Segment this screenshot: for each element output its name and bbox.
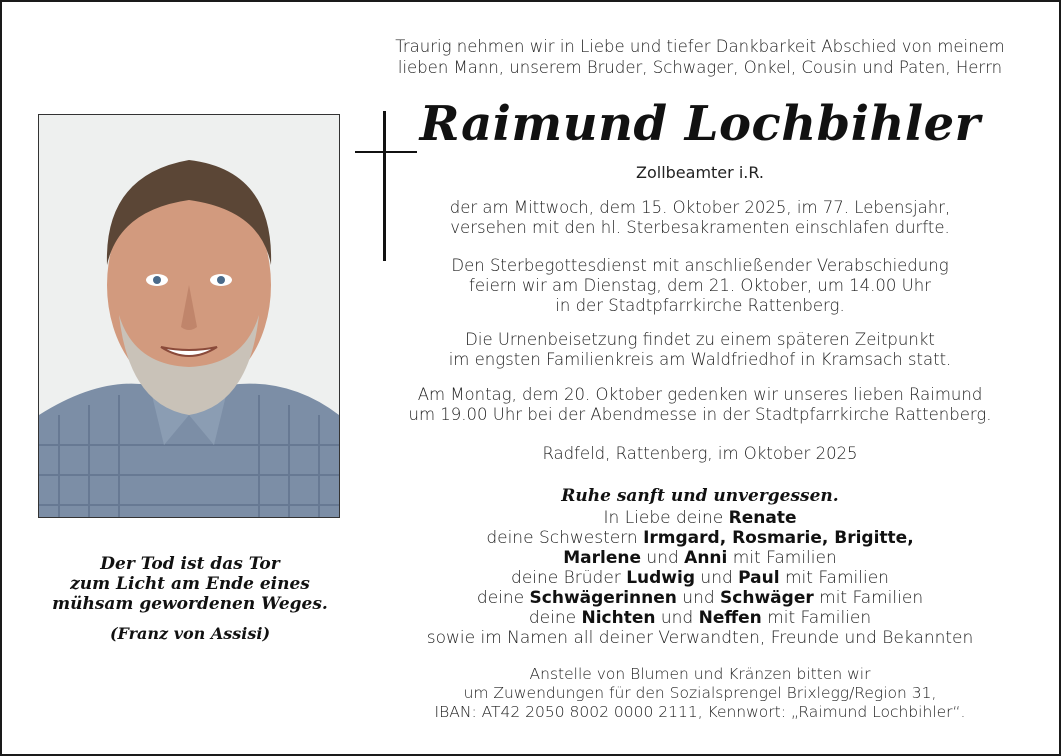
family-text: und	[641, 548, 685, 568]
memorial-mass-paragraph	[370, 385, 1030, 425]
cross-icon-bar	[355, 151, 417, 153]
paragraph-line: um 19.00 Uhr bei der Abendmesse in der Stadtpfarrkirche Rattenberg.	[408, 405, 992, 424]
intro-line: lieben Mann, unserem Bruder, Schwager, Onkel, Cousin und Paten, Herrn	[397, 58, 1003, 77]
paragraph-line: in der Stadtpfarrkirche Rattenberg.	[555, 296, 845, 315]
note-line: um Zuwendungen für den Sozialsprengel Brixlegg/Region 31,	[463, 684, 937, 702]
family-line	[370, 528, 1030, 548]
family-name: Schwägerinnen	[529, 588, 677, 608]
family-text: deine	[476, 588, 530, 608]
family-name: Paul	[738, 568, 780, 588]
family-text: mit Familien	[813, 588, 924, 608]
family-text: deine	[528, 608, 582, 628]
family-text: und	[655, 608, 699, 628]
family-name: Neffen	[698, 608, 762, 628]
family-name: Ludwig	[626, 568, 696, 588]
family-text: und	[676, 588, 721, 608]
quote	[30, 554, 350, 614]
family-line	[370, 508, 1030, 528]
paragraph-line: feiern wir am Dienstag, dem 21. Oktober, um 14.00 Uhr	[469, 276, 931, 295]
family-text: mit Familien	[727, 548, 837, 568]
family-text: und	[695, 568, 739, 588]
family-line	[370, 608, 1030, 628]
quote-attribution: (Franz von Assisi)	[109, 624, 271, 643]
family-line	[370, 568, 1030, 588]
family-text: mit Familien	[761, 608, 872, 628]
family-text: In Liebe deine	[603, 508, 729, 528]
quote-line: zum Licht am Ende eines	[70, 574, 310, 594]
family-text: mit Familien	[779, 568, 889, 588]
paragraph-line: Die Urnenbeisetzung findet zu einem späteren Zeitpunkt	[465, 330, 935, 349]
paragraph-line: versehen mit den hl. Sterbesakramenten einschlafen durfte.	[450, 218, 950, 237]
family-name: Nichten	[581, 608, 656, 628]
intro-line: Traurig nehmen wir in Liebe und tiefer Dankbarkeit Abschied von meinem	[395, 37, 1005, 56]
quote-line: Der Tod ist das Tor	[100, 554, 280, 574]
death-notice-paragraph	[370, 198, 1030, 238]
paragraph-line: im engsten Familienkreis am Waldfriedhof in Kramsach statt.	[448, 350, 952, 369]
paragraph-line: der am Mittwoch, dem 15. Oktober 2025, im 77. Lebensjahr,	[449, 198, 951, 217]
family-text: deine Schwestern	[486, 528, 644, 548]
family-name: Marlene	[563, 548, 642, 568]
note-line: Anstelle von Blumen und Kränzen bitten wir	[529, 665, 871, 683]
quote-line: mühsam gewordenen Weges.	[52, 594, 328, 614]
place-date	[370, 444, 1030, 464]
intro-text	[360, 36, 1040, 78]
cross-icon	[383, 111, 386, 261]
family-name: Anni	[684, 548, 728, 568]
deceased-title: Zollbeamter i.R.	[636, 163, 764, 182]
family-line: sowie im Namen all deiner Verwandten, Freunde und Bekannten	[426, 628, 974, 648]
funeral-service-paragraph	[370, 256, 1030, 316]
family-line	[370, 548, 1030, 568]
family-line	[370, 588, 1030, 608]
paragraph-line: Radfeld, Rattenberg, im Oktober 2025	[542, 444, 858, 463]
note-line: IBAN: AT42 2050 8002 0000 2111, Kennwort: „Raimund Lochbihler“.	[434, 703, 966, 721]
paragraph-line: Am Montag, dem 20. Oktober gedenken wir unseres lieben Raimund	[417, 385, 983, 404]
family-text: deine Brüder	[511, 568, 627, 588]
family-name: Schwäger	[720, 588, 814, 608]
motto: Ruhe sanft und unvergessen.	[561, 486, 839, 506]
deceased-name: Raimund Lochbihler	[419, 96, 981, 152]
portrait-photo	[38, 114, 340, 518]
family-name: Renate	[728, 508, 797, 528]
family-name: Irmgard, Rosmarie, Brigitte,	[643, 528, 914, 548]
donation-note	[370, 665, 1030, 722]
urn-burial-paragraph	[370, 330, 1030, 370]
paragraph-line: Den Sterbegottesdienst mit anschließender Verabschiedung	[451, 256, 949, 275]
mourners-section	[370, 486, 1030, 648]
